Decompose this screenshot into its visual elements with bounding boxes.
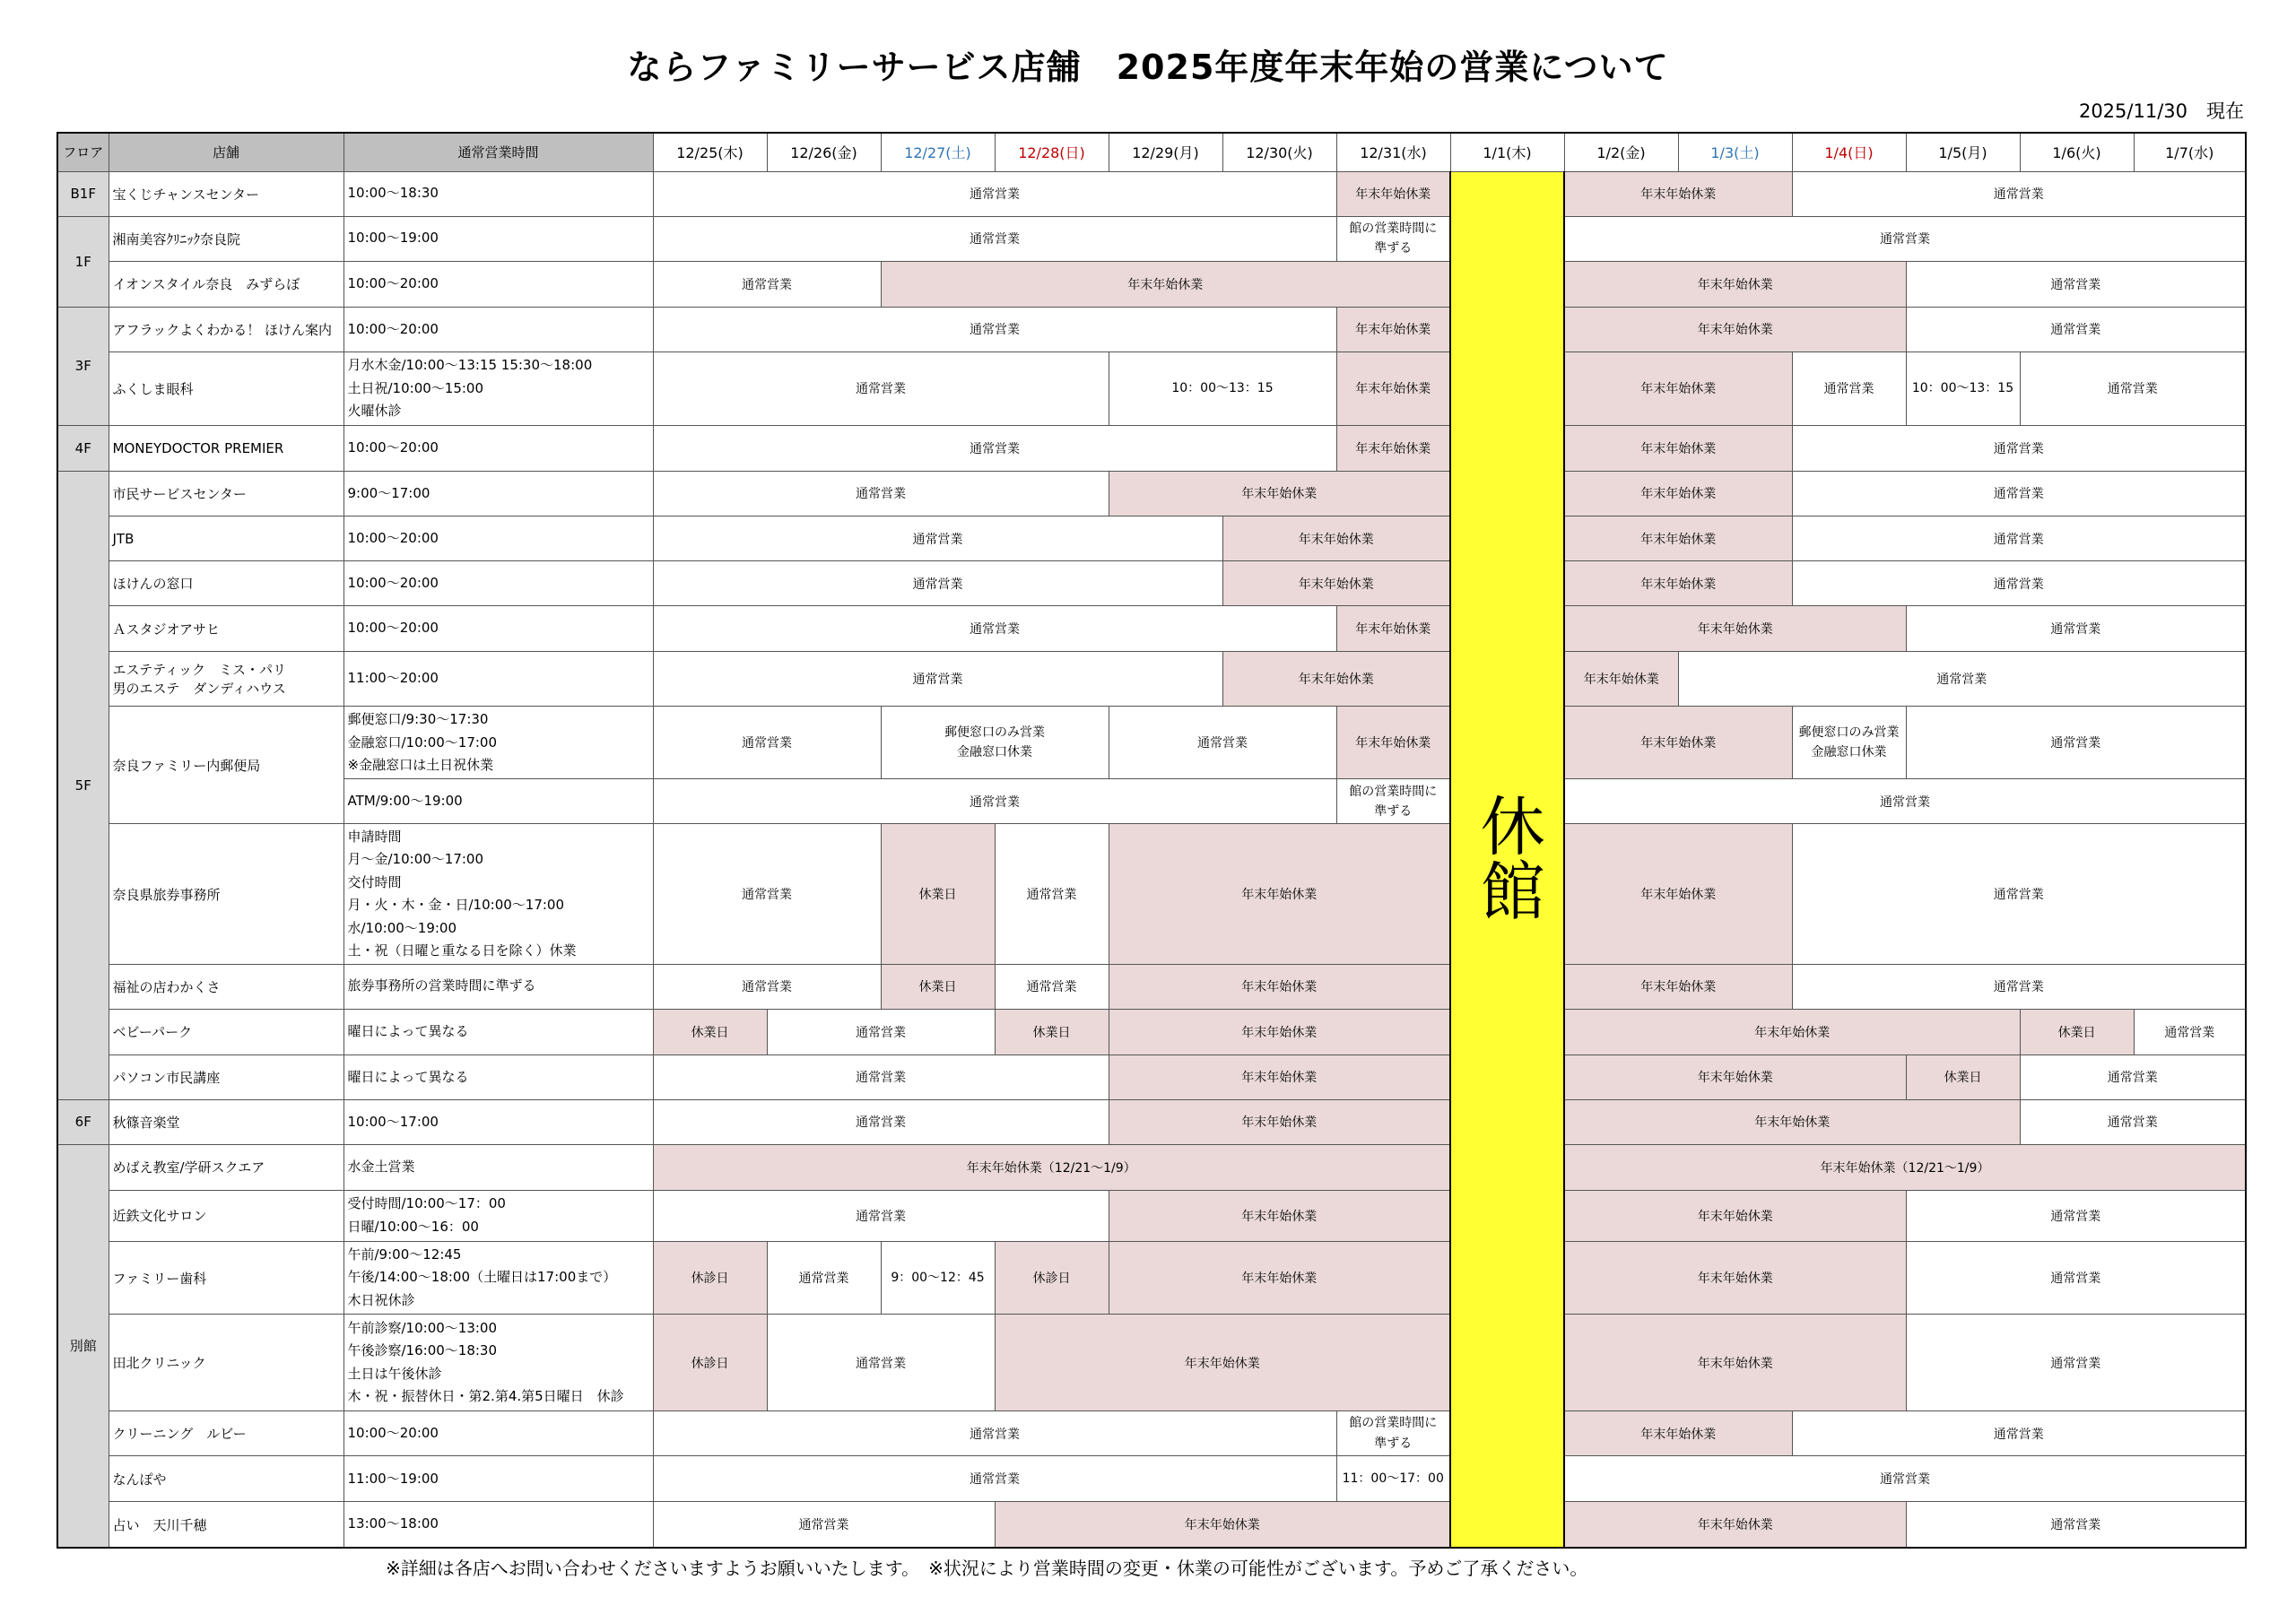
closed-day-label: 休館 <box>1469 793 1545 923</box>
hours-line: 11:00～19:00 <box>347 1470 439 1487</box>
open-segment: 通常営業 <box>767 1241 881 1314</box>
closed-segment: 年末年始休業 <box>1564 1502 1906 1548</box>
open-segment: 通常営業 <box>995 964 1109 1009</box>
closed-segment: 年末年始休業 <box>1336 171 1450 216</box>
hours-line: 土日祝/10:00～15:00 <box>347 379 484 396</box>
store-row <box>57 1241 2246 1314</box>
store-row <box>57 516 2246 561</box>
closed-day-cell <box>1450 171 1564 1548</box>
closed-segment: 年末年始休業 <box>1564 307 1906 352</box>
closed-segment: 年末年始休業 <box>1564 707 1792 779</box>
store-hours <box>344 1099 653 1144</box>
closed-segment: 休診日 <box>653 1241 767 1314</box>
header-store: 店舗 <box>109 133 344 171</box>
open-segment: 通常営業 <box>2020 352 2246 425</box>
open-segment: 通常営業 <box>1792 516 2246 561</box>
store-row <box>57 1009 2246 1055</box>
header-floor: フロア <box>57 133 109 171</box>
header-date: 12/31(水) <box>1336 133 1450 171</box>
closed-segment: 年末年始休業 <box>1109 964 1450 1009</box>
header-date: 1/1(木) <box>1450 133 1564 171</box>
store-name: 奈良県旅券事務所 <box>109 824 344 964</box>
open-segment: 通常営業 <box>1906 606 2246 652</box>
open-segment: 通常営業 <box>653 606 1336 652</box>
open-segment: 10：00～13：15 <box>1109 352 1336 425</box>
open-segment: 通常営業 <box>653 261 881 307</box>
closed-segment: 年末年始休業 <box>1564 606 1906 652</box>
closed-segment: 年末年始休業 <box>881 261 1450 307</box>
header-date: 12/29(月) <box>1109 133 1222 171</box>
hours-line: 午後/14:00～18:00（土曜日は17:00まで） <box>347 1269 617 1286</box>
store-row <box>57 779 2246 824</box>
store-name: めばえ教室/学研スクエア <box>109 1144 344 1190</box>
hours-line: ATM/9:00～19:00 <box>347 793 463 810</box>
closed-segment: 年末年始休業 <box>1564 1099 2020 1144</box>
hours-line: 10:00～17:00 <box>347 1113 439 1130</box>
store-hours <box>344 216 653 261</box>
open-segment: 11：00～17：00 <box>1336 1456 1450 1502</box>
header-date: 1/2(金) <box>1564 133 1678 171</box>
open-segment: 通常営業 <box>1906 1502 2246 1548</box>
store-name: 宝くじチャンスセンター <box>109 171 344 216</box>
hours-line: 13:00～18:00 <box>347 1515 439 1532</box>
closed-segment: 年末年始休業 <box>1564 964 1792 1009</box>
store-row <box>57 1315 2246 1411</box>
open-segment: 通常営業 <box>653 1456 1336 1502</box>
hours-line: 旅券事務所の営業時間に準ずる <box>347 977 536 994</box>
hours-line: 10:00～20:00 <box>347 620 439 637</box>
store-name: パソコン市民講座 <box>109 1055 344 1099</box>
store-row <box>57 216 2246 261</box>
store-hours <box>344 1009 653 1055</box>
closed-segment: 休業日 <box>1906 1055 2020 1099</box>
store-hours <box>344 561 653 606</box>
closed-segment: 年末年始休業（12/21～1/9） <box>653 1144 1450 1190</box>
closed-segment: 年末年始休業 <box>1564 352 1792 425</box>
store-hours <box>344 1315 653 1411</box>
open-segment: 通常営業 <box>1792 171 2246 216</box>
hours-line: 10:00～20:00 <box>347 574 439 591</box>
closed-segment: 年末年始休業 <box>995 1315 1450 1411</box>
closed-segment: 年末年始休業 <box>1336 425 1450 471</box>
hours-line: 受付時間/10:00～17：00 <box>347 1195 506 1212</box>
open-segment: 通常営業 <box>1906 707 2246 779</box>
hours-line: 10:00～20:00 <box>347 320 439 337</box>
hours-line: 郵便窓口/9:30～17:30 <box>347 711 489 728</box>
store-hours <box>344 1411 653 1456</box>
closed-segment: 年末年始休業 <box>1564 471 1792 516</box>
store-hours <box>344 707 653 779</box>
hours-line: 月・火・木・金・日/10:00～17:00 <box>347 897 565 914</box>
store-hours <box>344 1190 653 1241</box>
store-hours <box>344 1241 653 1314</box>
store-name: 田北クリニック <box>109 1315 344 1411</box>
store-row <box>57 707 2246 779</box>
hours-line: 9:00～17:00 <box>347 484 430 501</box>
hours-line: 午後診察/16:00～18:30 <box>347 1342 498 1359</box>
closed-segment: 年末年始休業 <box>1222 652 1450 707</box>
store-row <box>57 352 2246 425</box>
page-title: ならファミリーサービス店舗 2025年度年末年始の営業について <box>627 48 1669 87</box>
store-hours <box>344 606 653 652</box>
closed-segment: 休業日 <box>653 1009 767 1055</box>
closed-segment: 年末年始休業 <box>1109 824 1450 964</box>
closed-segment: 年末年始休業 <box>1109 471 1450 516</box>
hours-line: 水/10:00～19:00 <box>347 919 457 936</box>
open-segment: 通常営業 <box>653 1099 1109 1144</box>
store-name: 市民サービスセンター <box>109 471 344 516</box>
store-row <box>57 1055 2246 1099</box>
floor-label: 4F <box>57 425 109 471</box>
closed-segment: 年末年始休業 <box>1564 561 1792 606</box>
open-segment: 10：00～13：15 <box>1906 352 2020 425</box>
store-hours <box>344 1144 653 1190</box>
closed-segment: 年末年始休業（12/21～1/9） <box>1564 1144 2246 1190</box>
open-segment: 通常営業 <box>1906 307 2246 352</box>
store-hours <box>344 352 653 425</box>
hours-line: 火曜休診 <box>347 403 402 420</box>
closed-segment: 休業日 <box>881 964 995 1009</box>
closed-segment: 年末年始休業 <box>1109 1099 1450 1144</box>
closed-segment: 年末年始休業 <box>1336 352 1450 425</box>
open-segment: 通常営業 <box>653 307 1336 352</box>
closed-segment: 年末年始休業 <box>1222 561 1450 606</box>
open-segment: 通常営業 <box>1564 779 2246 824</box>
closed-segment: 年末年始休業 <box>1336 307 1450 352</box>
closed-segment: 年末年始休業 <box>1336 606 1450 652</box>
closed-segment: 年末年始休業 <box>1109 1241 1450 1314</box>
open-segment: 通常営業 <box>653 561 1222 606</box>
header-hours: 通常営業時間 <box>344 133 653 171</box>
open-segment: 通常営業 <box>1792 471 2246 516</box>
closed-segment: 休業日 <box>881 824 995 964</box>
header-date: 1/5(月) <box>1906 133 2020 171</box>
store-row <box>57 561 2246 606</box>
store-name: なんぽや <box>109 1456 344 1502</box>
store-name: エステティック ミス・パリ 男のエステ ダンディハウス <box>109 652 344 707</box>
open-segment: 通常営業 <box>1678 652 2246 707</box>
store-row <box>57 1456 2246 1502</box>
open-segment: 通常営業 <box>2020 1055 2246 1099</box>
footnote: ※詳細は各店へお問い合わせくださいますようお願いいたします。 ※状況により営業時間の変更・休業の可能性がございます。予めご了承ください。 <box>386 1558 1588 1579</box>
closed-segment: 年末年始休業 <box>995 1502 1450 1548</box>
store-name: JTB <box>109 516 344 561</box>
floor-label: 6F <box>57 1099 109 1144</box>
store-row <box>57 471 2246 516</box>
open-segment: 通常営業 <box>1906 1315 2246 1411</box>
open-segment: 通常営業 <box>1792 1411 2246 1456</box>
closed-segment: 年末年始休業 <box>1564 1055 1906 1099</box>
floor-label: 3F <box>57 307 109 425</box>
store-row <box>57 1502 2246 1548</box>
open-segment: 通常営業 <box>1792 425 2246 471</box>
store-name: 福祉の店わかくさ <box>109 964 344 1009</box>
header-date: 12/26(金) <box>767 133 881 171</box>
open-segment: 通常営業 <box>995 824 1109 964</box>
open-segment: 通常営業 <box>653 779 1336 824</box>
closed-segment: 休診日 <box>653 1315 767 1411</box>
closed-segment: 年末年始休業 <box>1222 516 1450 561</box>
store-hours <box>344 425 653 471</box>
store-row <box>57 307 2246 352</box>
store-name: Ａスタジオアサヒ <box>109 606 344 652</box>
open-segment: 通常営業 <box>767 1315 995 1411</box>
closed-segment: 年末年始休業 <box>1564 1009 2020 1055</box>
hours-line: 金融窓口/10:00～17:00 <box>347 733 498 751</box>
open-segment: 館の営業時間に 準ずる <box>1336 216 1450 261</box>
store-row <box>57 1144 2246 1190</box>
store-name: 秋篠音楽堂 <box>109 1099 344 1144</box>
store-hours <box>344 824 653 964</box>
open-segment: 通常営業 <box>1792 964 2246 1009</box>
open-segment: 通常営業 <box>1792 561 2246 606</box>
floor-label: 5F <box>57 471 109 1099</box>
store-name: ファミリー歯科 <box>109 1241 344 1314</box>
open-segment: 館の営業時間に 準ずる <box>1336 1411 1450 1456</box>
closed-segment: 年末年始休業 <box>1564 1190 1906 1241</box>
hours-line: 日曜/10:00～16：00 <box>347 1218 479 1235</box>
open-segment: 通常営業 <box>653 1190 1109 1241</box>
store-hours <box>344 779 653 824</box>
store-row <box>57 1411 2246 1456</box>
store-row <box>57 964 2246 1009</box>
header-date: 1/6(火) <box>2020 133 2134 171</box>
header-date-saturday: 12/27(土) <box>881 133 995 171</box>
store-hours <box>344 1456 653 1502</box>
store-name: 奈良ファミリー内郵便局 <box>109 707 344 824</box>
floor-label: B1F <box>57 171 109 216</box>
store-row <box>57 1190 2246 1241</box>
hours-line: 10:00～20:00 <box>347 274 439 291</box>
closed-segment: 年末年始休業 <box>1336 707 1450 779</box>
hours-line: 10:00～20:00 <box>347 439 439 456</box>
store-row <box>57 171 2246 216</box>
hours-line: 土・祝（日曜と重なる日を除く）休業 <box>347 942 577 959</box>
open-segment: 通常営業 <box>767 1009 995 1055</box>
hours-line: ※金融窓口は土日祝休業 <box>347 757 494 774</box>
store-row <box>57 425 2246 471</box>
hours-line: 申請時間 <box>347 828 402 845</box>
open-segment: 通常営業 <box>653 216 1336 261</box>
store-name: ベビーパーク <box>109 1009 344 1055</box>
store-hours <box>344 307 653 352</box>
closed-segment: 年末年始休業 <box>1564 171 1792 216</box>
store-hours <box>344 516 653 561</box>
store-hours <box>344 1502 653 1548</box>
closed-segment: 年末年始休業 <box>1564 1411 1792 1456</box>
open-segment: 通常営業 <box>1564 1456 2246 1502</box>
header-row <box>57 133 2246 171</box>
open-segment: 通常営業 <box>653 516 1222 561</box>
open-segment: 通常営業 <box>1906 1241 2246 1314</box>
closed-segment: 休業日 <box>995 1009 1109 1055</box>
hours-line: 交付時間 <box>347 873 402 890</box>
store-row <box>57 606 2246 652</box>
open-segment: 郵便窓口のみ営業 金融窓口休業 <box>1792 707 1906 779</box>
store-name: 占い 天川千穂 <box>109 1502 344 1548</box>
store-row <box>57 261 2246 307</box>
open-segment: 館の営業時間に 準ずる <box>1336 779 1450 824</box>
hours-line: 水金土営業 <box>347 1159 415 1176</box>
hours-line: 木日祝休診 <box>347 1291 415 1308</box>
closed-segment: 年末年始休業 <box>1564 425 1792 471</box>
hours-line: 10:00～20:00 <box>347 529 439 546</box>
hours-line: 曜日によって異なる <box>347 1022 469 1039</box>
store-row <box>57 824 2246 964</box>
closed-segment: 年末年始休業 <box>1564 824 1792 964</box>
header-date-saturday: 1/3(土) <box>1678 133 1792 171</box>
header-date-sunday: 12/28(日) <box>995 133 1109 171</box>
store-hours <box>344 261 653 307</box>
hours-line: 土日は午後休診 <box>347 1365 442 1382</box>
hours-line: 午前/9:00～12:45 <box>347 1245 462 1263</box>
open-segment: 通常営業 <box>1792 352 1906 425</box>
closed-segment: 年末年始休業 <box>1564 1241 1906 1314</box>
header-date: 1/7(水) <box>2134 133 2246 171</box>
header-date: 12/30(火) <box>1222 133 1336 171</box>
store-name: アフラックよくわかる！ ほけん案内 <box>109 307 344 352</box>
hours-line: 11:00～20:00 <box>347 670 439 687</box>
store-row <box>57 652 2246 707</box>
open-segment: 通常営業 <box>653 171 1336 216</box>
store-hours <box>344 171 653 216</box>
open-segment: 通常営業 <box>653 1502 995 1548</box>
closed-segment: 年末年始休業 <box>1564 652 1678 707</box>
open-segment: 郵便窓口のみ営業 金融窓口休業 <box>881 707 1109 779</box>
hours-line: 午前診察/10:00～13:00 <box>347 1319 498 1336</box>
open-segment: 通常営業 <box>1906 261 2246 307</box>
header-date: 12/25(木) <box>653 133 767 171</box>
open-segment: 通常営業 <box>653 964 881 1009</box>
open-segment: 通常営業 <box>653 1411 1336 1456</box>
closed-segment: 年末年始休業 <box>1109 1009 1450 1055</box>
open-segment: 通常営業 <box>2020 1099 2246 1144</box>
hours-line: 木・祝・振替休日・第2.第4.第5日曜日 休診 <box>347 1388 624 1405</box>
open-segment: 通常営業 <box>653 824 881 964</box>
floor-label: 別館 <box>57 1144 109 1548</box>
open-segment: 9：00～12：45 <box>881 1241 995 1314</box>
open-segment: 通常営業 <box>2134 1009 2246 1055</box>
closed-segment: 年末年始休業 <box>1564 516 1792 561</box>
closed-segment: 年末年始休業 <box>1564 261 1906 307</box>
store-row <box>57 1099 2246 1144</box>
hours-line: 曜日によって異なる <box>347 1068 469 1085</box>
store-name: 湘南美容ｸﾘﾆｯｸ奈良院 <box>109 216 344 261</box>
closed-segment: 休業日 <box>2020 1009 2134 1055</box>
floor-label: 1F <box>57 216 109 307</box>
store-name: イオンスタイル奈良 みずらぼ <box>109 261 344 307</box>
open-segment: 通常営業 <box>653 707 881 779</box>
hours-line: 10:00～19:00 <box>347 230 439 247</box>
closed-segment: 年末年始休業 <box>1564 1315 1906 1411</box>
store-hours <box>344 652 653 707</box>
store-name: クリーニング ルビー <box>109 1411 344 1456</box>
hours-line: 10:00～20:00 <box>347 1424 439 1441</box>
closed-segment: 年末年始休業 <box>1109 1055 1450 1099</box>
store-hours <box>344 964 653 1009</box>
hours-line: 月～金/10:00～17:00 <box>347 851 484 868</box>
open-segment: 通常営業 <box>1906 1190 2246 1241</box>
open-segment: 通常営業 <box>653 352 1109 425</box>
open-segment: 通常営業 <box>653 1055 1109 1099</box>
open-segment: 通常営業 <box>653 471 1109 516</box>
schedule-table <box>57 132 2247 1549</box>
store-hours <box>344 1055 653 1099</box>
open-segment: 通常営業 <box>653 652 1222 707</box>
open-segment: 通常営業 <box>1109 707 1336 779</box>
store-name: 近鉄文化サロン <box>109 1190 344 1241</box>
open-segment: 通常営業 <box>1792 824 2246 964</box>
hours-line: 10:00～18:30 <box>347 185 439 202</box>
closed-segment: 休診日 <box>995 1241 1109 1314</box>
store-name: MONEYDOCTOR PREMIER <box>109 425 344 471</box>
as-of-date: 2025/11/30 現在 <box>2078 100 2244 122</box>
store-name: ふくしま眼科 <box>109 352 344 425</box>
closed-segment: 年末年始休業 <box>1109 1190 1450 1241</box>
header-date-sunday: 1/4(日) <box>1792 133 1906 171</box>
store-hours <box>344 471 653 516</box>
store-name: ほけんの窓口 <box>109 561 344 606</box>
hours-line: 月水木金/10:00～13:15 15:30～18:00 <box>347 357 593 374</box>
open-segment: 通常営業 <box>1564 216 2246 261</box>
open-segment: 通常営業 <box>653 425 1336 471</box>
